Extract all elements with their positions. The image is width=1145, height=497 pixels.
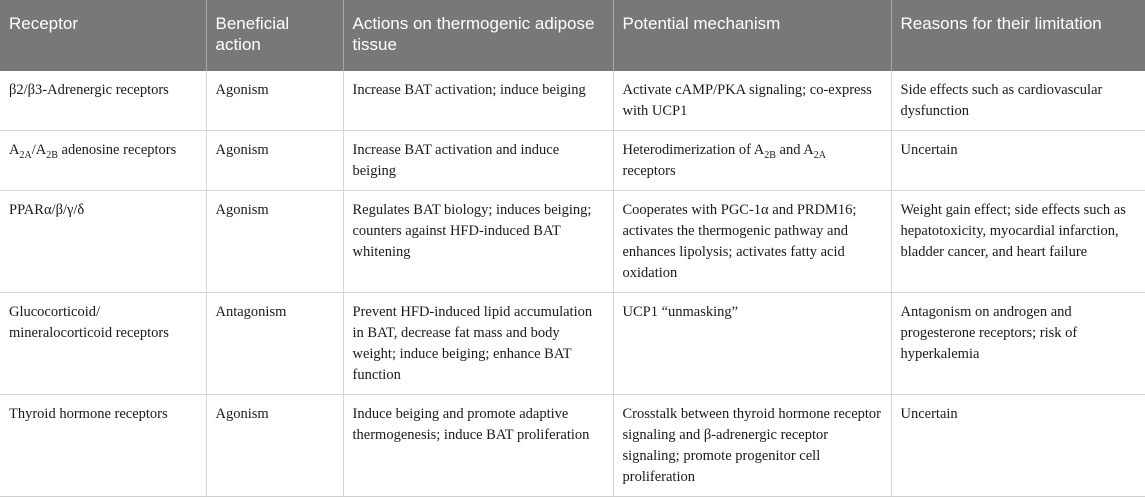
mechanism-text: receptors [622,163,676,179]
cell-mechanism: Activate cAMP/PKA signaling; co-express with UCP1 [613,71,891,131]
cell-receptor: PPARα/β/γ/δ [0,191,206,293]
cell-limitation: Uncertain [891,395,1145,497]
receptor-text: A [9,142,20,158]
cell-receptor: Glucocorticoid/ mineralocorticoid receptors [0,293,206,395]
receptor-text: /A [31,142,47,158]
cell-effects: Prevent HFD-induced lipid accumulation in BAT, decrease fat mass and body weight; induce beiging; enhance BAT function [343,293,613,395]
mechanism-text: Heterodimerization of A [622,142,765,158]
table-row [0,131,1145,191]
cell-mechanism [613,131,891,191]
subscript: 2B [764,149,776,161]
receptor-text: adenosine receptors [57,142,177,158]
table-row [0,395,1145,497]
table-body [0,71,1145,497]
cell-mechanism: UCP1 “unmasking” [613,293,891,395]
table-row [0,71,1145,131]
cell-action: Antagonism [206,293,343,395]
cell-action: Agonism [206,395,343,497]
header-beneficial-action: Beneficial action [206,0,343,71]
cell-mechanism: Crosstalk between thyroid hormone receptor signaling and β-adrenergic receptor signaling; promote progenitor cell proliferation [613,395,891,497]
subscript: 2A [813,149,826,161]
header-row [0,0,1145,71]
subscript: 2B [46,149,58,161]
subscript: 2A [19,149,32,161]
header-limitation: Reasons for their limitation [891,0,1145,71]
cell-effects: Increase BAT activation; induce beiging [343,71,613,131]
table-row [0,191,1145,293]
cell-mechanism: Cooperates with PGC-1α and PRDM16; activates the thermogenic pathway and enhances lipolysis; activates fatty acid oxidation [613,191,891,293]
header-receptor: Receptor [0,0,206,71]
cell-limitation: Side effects such as cardiovascular dysfunction [891,71,1145,131]
cell-limitation: Uncertain [891,131,1145,191]
cell-action: Agonism [206,71,343,131]
cell-effects: Regulates BAT biology; induces beiging; counters against HFD-induced BAT whitening [343,191,613,293]
cell-limitation: Weight gain effect; side effects such as hepatotoxicity, myocardial infarction, bladder cancer, and heart failure [891,191,1145,293]
table-header [0,0,1145,71]
table-row [0,293,1145,395]
cell-receptor: β2/β3-Adrenergic receptors [0,71,206,131]
cell-effects: Induce beiging and promote adaptive thermogenesis; induce BAT proliferation [343,395,613,497]
cell-receptor [0,131,206,191]
cell-action: Agonism [206,131,343,191]
header-mechanism: Potential mechanism [613,0,891,71]
cell-receptor: Thyroid hormone receptors [0,395,206,497]
header-actions: Actions on thermogenic adipose tissue [343,0,613,71]
cell-limitation: Antagonism on androgen and progesterone receptors; risk of hyperkalemia [891,293,1145,395]
mechanism-text: and A [775,142,814,158]
cell-effects: Increase BAT activation and induce beiging [343,131,613,191]
cell-action: Agonism [206,191,343,293]
